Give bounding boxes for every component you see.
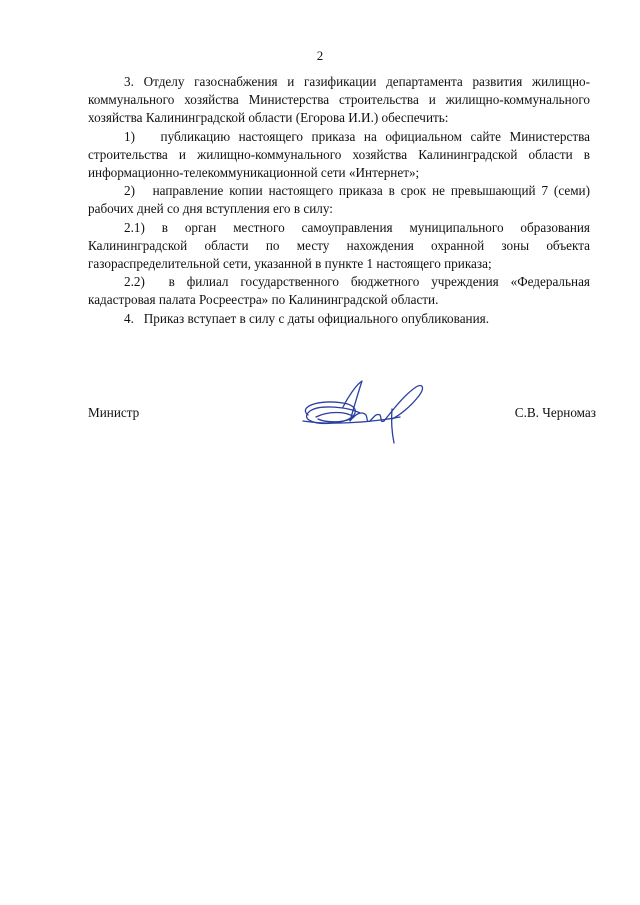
paragraph-3-2-2: 2.2) в филиал государственного бюджетного учреждения «Федеральная кадастровая палата Росреестра» по Калининградской области. <box>88 274 590 308</box>
paragraph-3: 3. Отделу газоснабжения и газификации департамента развития жилищно-коммунального хозяйства Министерства строительства и жилищно-коммунального хозяйства Калининградской области (Егорова И.И.) обеспечить: <box>88 74 590 126</box>
handwritten-signature <box>288 377 438 447</box>
page-number: 2 <box>316 48 324 63</box>
paragraph-3-1: 1) публикацию настоящего приказа на официальном сайте Министерства строительства и жилищно-коммунального хозяйства Калининградской области в информационно-телекоммуникационной сети «Интернет»; <box>88 128 590 181</box>
signatory-name: С.В. Черномаз <box>514 405 596 420</box>
paragraph-4: 4. Приказ вступает в силу с даты официального опубликования. <box>124 310 490 326</box>
signatory-position: Министр <box>88 405 140 420</box>
signature-block <box>88 395 596 445</box>
paragraph-3-2-1: 2.1) в орган местного самоуправления муниципального образования Калининградской области по месту нахождения охранной зоны объекта газораспределительной сети, указанной в пункте 1 настоящего приказа; <box>88 219 590 272</box>
document-body <box>88 73 590 328</box>
paragraph-3-2: 2) направление копии настоящего приказа в срок не превышающий 7 (семи) рабочих дней со дня вступления его в силу: <box>88 183 590 217</box>
